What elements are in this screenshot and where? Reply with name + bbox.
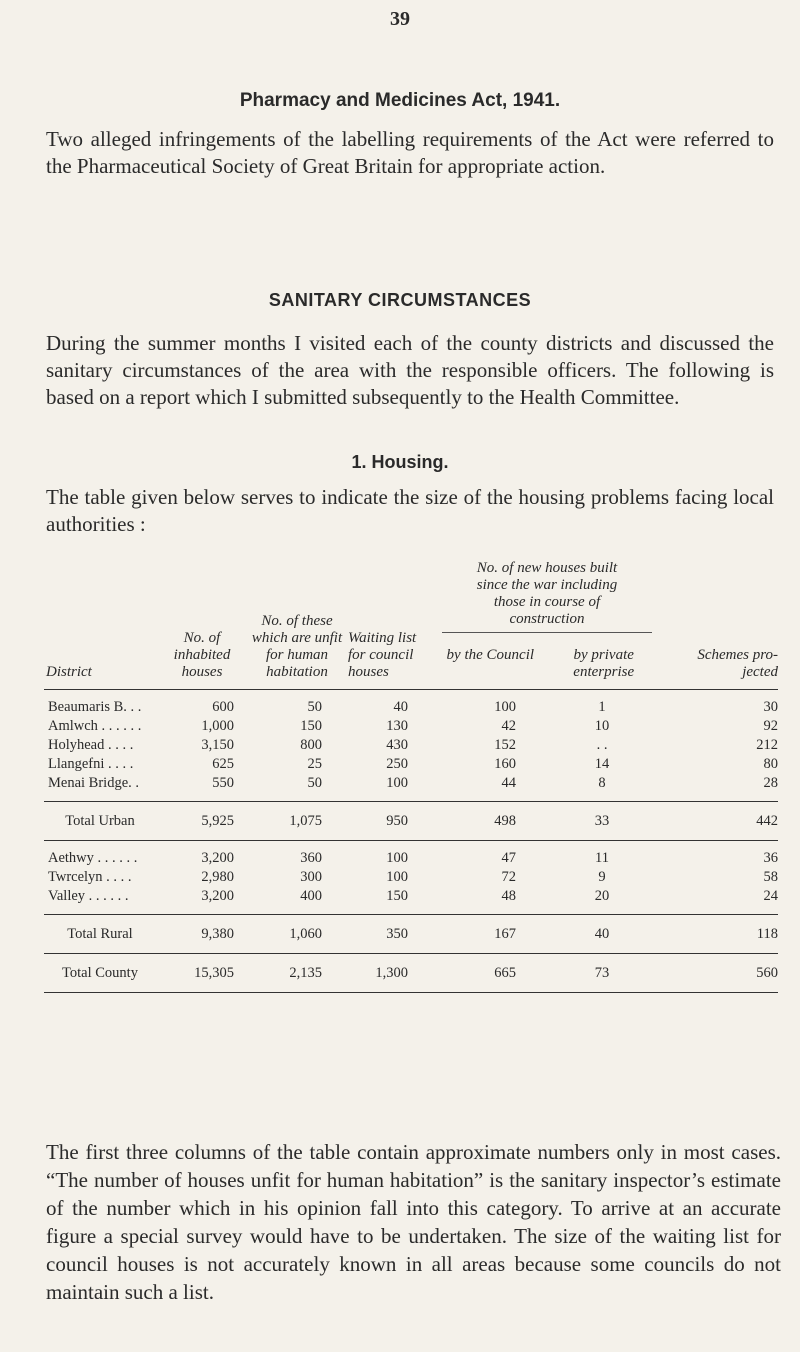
table-row	[44, 736, 778, 755]
spacer-cell	[44, 793, 778, 802]
cell-waiting: 1,300	[346, 954, 432, 993]
cell-private: 20	[594, 888, 610, 904]
table-row	[44, 717, 778, 736]
cell-district: Total Rural	[44, 915, 156, 954]
row-spacer	[44, 906, 778, 915]
cell-district: Beaumaris B. . .	[48, 699, 142, 715]
table-row	[44, 755, 778, 774]
cell-district: Total Urban	[44, 802, 156, 841]
cell-inhabited: 2,980	[201, 869, 234, 885]
cell-council: 42	[501, 718, 516, 734]
spacer-cell	[44, 906, 778, 915]
cell-council: 48	[501, 888, 516, 904]
cell-council: 167	[432, 915, 542, 954]
cell-district: Aethwy . . . . . .	[48, 850, 138, 866]
cell-unfit: 50	[307, 699, 322, 715]
section-heading-sanitary: SANITARY CIRCUMSTANCES	[268, 290, 532, 310]
cell-inhabited: 9,380	[156, 915, 248, 954]
header-unfit: No. of these which are unfit for human habitation	[248, 560, 346, 690]
paragraph-closing: The first three columns of the table contain approximate numbers only in most cases. “The number of houses unfit for human habitation” is the sanitary inspector’s estimate of the number which in his opinion fall into this category. To arrive at an accurate figure a special survey would have to be undertaken. The size of the waiting list for council houses is not accurately known in all areas because some councils do not maintain such a list.	[46, 1140, 781, 1304]
paragraph-pharmacy: Two alleged infringements of the labelling requirements of the Act were referred to the Pharmaceutical Society of Great Britain for appropriate action.	[46, 127, 774, 178]
cell-council: 160	[494, 756, 516, 772]
cell-schemes: 560	[662, 954, 778, 993]
cell-schemes: 58	[763, 869, 778, 885]
cell-waiting: 950	[346, 802, 432, 841]
cell-private: 10	[594, 718, 610, 734]
header-waiting: Waiting list for council houses	[346, 560, 432, 690]
paragraph-sanitary: During the summer months I visited each of the county districts and discussed the sanitary circumstances of the area with the responsible officers. The following is based on a report which I submitted subsequently to the Health Committee.	[46, 331, 774, 409]
section-heading-housing: 1. Housing.	[351, 452, 449, 472]
header-inhabited: No. of inhabited houses	[156, 560, 248, 690]
cell-private: 11	[595, 850, 609, 866]
cell-inhabited: 550	[212, 775, 234, 791]
cell-district: Menai Bridge. .	[48, 775, 140, 791]
cell-district: Llangefni . . . .	[48, 756, 134, 772]
header-schemes: Schemes pro- jected	[662, 560, 778, 690]
cell-schemes: 92	[763, 718, 778, 734]
cell-district: Holyhead . . . .	[48, 737, 134, 753]
cell-council: 665	[432, 954, 542, 993]
cell-schemes: 36	[763, 850, 778, 866]
table-row	[44, 698, 778, 717]
cell-inhabited: 3,200	[201, 850, 234, 866]
cell-schemes: 80	[763, 756, 778, 772]
paragraph-housing-intro: The table given below serves to indicate the size of the housing problems facing local authorities :	[46, 485, 774, 536]
cell-unfit: 1,075	[248, 802, 346, 841]
cell-council: 47	[501, 850, 516, 866]
table-header-row	[44, 560, 778, 690]
cell-schemes: 30	[763, 699, 778, 715]
total-rural-row	[44, 915, 778, 954]
cell-schemes: 442	[662, 802, 778, 841]
table-row	[44, 849, 778, 868]
cell-waiting: 40	[393, 699, 408, 715]
cell-inhabited: 15,305	[156, 954, 248, 993]
total-county-row	[44, 954, 778, 993]
cell-council: 72	[501, 869, 516, 885]
cell-district: Amlwch . . . . . .	[48, 718, 142, 734]
cell-inhabited: 1,000	[201, 718, 234, 734]
cell-unfit: 50	[307, 775, 322, 791]
cell-inhabited: 3,150	[201, 737, 234, 753]
housing-table	[44, 560, 778, 993]
page-number: 39	[390, 8, 410, 30]
cell-private: 40	[542, 915, 662, 954]
cell-waiting: 100	[386, 869, 408, 885]
total-urban-row	[44, 802, 778, 841]
cell-schemes: 118	[662, 915, 778, 954]
header-new-houses-group: No. of new houses built since the war including those in course of construction	[476, 560, 618, 627]
cell-private: 1	[598, 699, 606, 715]
cell-private: 33	[542, 802, 662, 841]
cell-council: 498	[432, 802, 542, 841]
header-new-houses-sub	[442, 632, 652, 681]
spacer-cell	[44, 841, 778, 850]
cell-council: 152	[494, 737, 516, 753]
cell-unfit: 1,060	[248, 915, 346, 954]
cell-unfit: 800	[300, 737, 322, 753]
cell-council: 44	[501, 775, 516, 791]
cell-district: Valley . . . . . .	[48, 888, 129, 904]
cell-private: 73	[542, 954, 662, 993]
cell-private: . .	[596, 737, 608, 753]
table-row	[44, 887, 778, 906]
header-new-houses	[432, 560, 662, 690]
cell-waiting: 130	[386, 718, 408, 734]
row-spacer	[44, 793, 778, 802]
cell-private: 9	[598, 869, 606, 885]
cell-unfit: 2,135	[248, 954, 346, 993]
cell-waiting: 430	[386, 737, 408, 753]
cell-unfit: 400	[300, 888, 322, 904]
cell-inhabited: 3,200	[201, 888, 234, 904]
cell-schemes: 212	[756, 737, 778, 753]
cell-schemes: 28	[763, 775, 778, 791]
cell-private: 8	[598, 775, 606, 791]
cell-inhabited: 625	[212, 756, 234, 772]
cell-district: Twrcelyn . . . .	[48, 869, 132, 885]
header-by-council: by the Council	[446, 647, 535, 663]
cell-waiting: 100	[386, 775, 408, 791]
row-spacer	[44, 841, 778, 850]
header-district: District	[44, 560, 156, 690]
cell-unfit: 150	[300, 718, 322, 734]
cell-waiting: 350	[346, 915, 432, 954]
cell-unfit: 300	[300, 869, 322, 885]
cell-unfit: 360	[300, 850, 322, 866]
cell-inhabited: 5,925	[156, 802, 248, 841]
cell-waiting: 150	[386, 888, 408, 904]
table-body	[44, 690, 778, 993]
table-row	[44, 774, 778, 793]
cell-waiting: 250	[386, 756, 408, 772]
cell-district: Total County	[44, 954, 156, 993]
section-heading-pharmacy: Pharmacy and Medicines Act, 1941.	[239, 90, 561, 111]
cell-inhabited: 600	[212, 699, 234, 715]
cell-schemes: 24	[763, 888, 778, 904]
cell-unfit: 25	[307, 756, 322, 772]
cell-waiting: 100	[386, 850, 408, 866]
table-row	[44, 868, 778, 887]
cell-council: 100	[494, 699, 516, 715]
cell-private: 14	[594, 756, 610, 772]
header-by-private: by private enterprise	[573, 647, 635, 680]
